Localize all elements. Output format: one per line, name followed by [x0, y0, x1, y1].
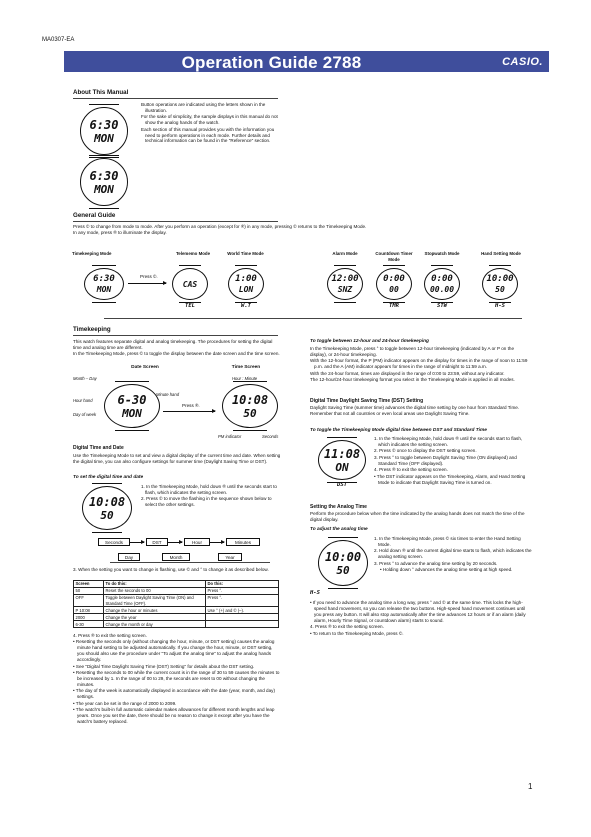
- table-header-screen: Screen: [74, 581, 104, 588]
- analog-watch: 10:00 50: [318, 540, 368, 586]
- table-cell: Press °.: [206, 594, 279, 606]
- digital-heading: Digital Time and Date: [73, 445, 124, 451]
- hour-hand-label: Hour hand: [73, 398, 93, 403]
- analog-step-note: • Holding down ° advances the analog time setting at high speed.: [380, 567, 513, 573]
- mode-watch-handsetting: 10:00 50: [482, 268, 518, 300]
- after-note-6: • The watch's built-in full automatic calendar makes allowances for different month lengths and leap years. Once you set the date, there should be no reason to change it except after you have the watch's battery replaced.: [73, 707, 275, 724]
- seq-dst: DST: [146, 538, 168, 546]
- table-cell: [206, 614, 279, 621]
- seconds-label: Seconds: [262, 434, 279, 439]
- mode-label-alarm: Alarm Mode: [332, 251, 358, 256]
- timekeeping-intro: [73, 339, 281, 358]
- analog-step-2: 2. Hold down ® until the current digital time starts to flash, which indicates the analog setting screen.: [374, 548, 532, 560]
- toggle12-bullet-1: With the 12-hour format, the P (PM) indicator appears on the display for times in the range of noon to 11:59 p.m. and the A (AM) indicator appears for times in the range of midnight to 11:59 a.m.: [310, 358, 528, 370]
- analog-text: Perform the procedure below when the time indicated by the analog hands does not match the time of the digital display.: [310, 511, 525, 522]
- mode-under-handsetting: H-S: [495, 303, 505, 309]
- about-bullet-1: Button operations are indicated using the letters shown in the illustration.: [141, 102, 266, 113]
- brand-logo: CASIO.: [502, 56, 543, 68]
- after-note-4: • The day of the week is automatically displayed in accordance with the date (year, month, and day) settings.: [73, 688, 275, 700]
- dst-heading: Digital Time Daylight Saving Time (DST) Setting: [310, 398, 424, 404]
- dst-step-1: 1. In the Timekeeping Mode, hold down ® until the seconds start to flash, which indicates the setting screen.: [374, 436, 523, 447]
- about-watch-2: 6:30 MON: [80, 158, 128, 206]
- table-cell: Toggle between Daylight Saving Time (ON) and Standard Time (OFF).: [104, 594, 206, 606]
- table-cell: 6-30: [74, 621, 104, 628]
- date-screen-label: Date Screen: [131, 365, 159, 370]
- set-digital-steps: [141, 484, 281, 509]
- dst-step-2: 2. Press © once to display the DST setting screen.: [374, 448, 477, 454]
- analog-step-1: 1. In the Timekeeping Mode, press © six times to enter the Hand Setting Mode.: [374, 536, 521, 547]
- analog-adjust-heading: To adjust the analog time: [310, 527, 368, 532]
- timekeeping-intro-bullet: In the Timekeeping Mode, press © to toggle the display between the date screen and the time screen.: [73, 351, 280, 357]
- table-row: [74, 587, 279, 594]
- table-row: [74, 621, 279, 628]
- after-note-5: • The year can be set in the range of 2000 to 2099.: [73, 700, 177, 706]
- table-header-todo: To do this:: [104, 581, 206, 588]
- time-screen-label: Time Screen: [231, 365, 261, 370]
- analog-step-3: 3. Press ° to advance the analog time setting by 20 seconds.: [374, 560, 498, 566]
- general-bullet-2: In any mode, press ® to illuminate the display.: [73, 230, 167, 236]
- seq-arrow-1: [130, 542, 144, 543]
- analog-heading: Setting the Analog Time: [310, 504, 367, 510]
- table-cell: 2000: [74, 614, 104, 621]
- analog-after: [310, 600, 532, 637]
- mode-label-stopwatch: Stopwatch Mode: [424, 251, 460, 256]
- after-note-2: • See "Digital Time Daylight Saving Time (DST) Setting" for details about the DST setting.: [73, 663, 255, 669]
- table-row: [74, 607, 279, 614]
- mode-label-handsetting: Hand Setting Mode: [481, 251, 521, 256]
- title-bar: [64, 51, 549, 72]
- analog-after-2: 4. Press ® to exit the setting screen.: [310, 624, 384, 630]
- table-cell: Change the hour or minutes: [104, 607, 206, 614]
- set-digital-watch: 10:08 50: [82, 486, 132, 530]
- dst-text: Daylight Saving Time (summer time) advances the digital time setting by one hour from Standard Time. Remember that not all countries or even local areas use Daylight Saving Time.: [310, 405, 520, 416]
- seq-hour: Hour: [184, 538, 210, 546]
- mode-watch-telememo: CAS: [172, 268, 208, 300]
- table-cell: [206, 621, 279, 628]
- analog-steps: [374, 536, 532, 574]
- general-heading: General Guide: [73, 212, 116, 219]
- table-cell: OFF: [74, 594, 104, 606]
- mode-watch-worldtime: 1:00 LON: [228, 268, 264, 300]
- dst-step-4: 4. Press ® to exit the setting screen.: [374, 467, 448, 473]
- press-a-label: Press ®.: [182, 403, 200, 408]
- table-cell: Press °.: [206, 587, 279, 594]
- mode-under-countdown: TMR: [389, 303, 399, 309]
- document-id: MA0307-EA: [42, 37, 75, 43]
- general-bullets: [73, 224, 373, 237]
- table-row: [74, 614, 279, 621]
- dst-watch-indicator: DST: [337, 482, 347, 488]
- mode-label-telememo: Telememo Mode: [175, 251, 211, 256]
- general-bullet-1: Press © to change from mode to mode. After you perform an operation (except for ®) in any mode, pressing © returns to the Timekeeping Mode.: [73, 224, 367, 229]
- mode-watch-stopwatch: 0:00 00.00: [424, 268, 460, 300]
- seq-arrow-3: [210, 542, 224, 543]
- table-cell: Change the year: [104, 614, 206, 621]
- mode-label-countdown: Countdown Timer Mode: [375, 251, 413, 262]
- dst-step-3: 3. Press ° to toggle between Daylight Saving Time (ON displayed) and Standard Time (OFF displayed).: [374, 454, 517, 466]
- page-title: Operation Guide 2788: [181, 53, 362, 72]
- day-of-week-label: Day of week: [73, 412, 97, 417]
- set-digital-after: [73, 633, 281, 725]
- mode-watch-countdown: 0:00 00: [376, 268, 412, 300]
- mode-watch-timekeeping: 6:30 MON: [84, 268, 124, 300]
- toggle12-bullet-2: With the 24-hour format, times are displayed in the range of 0:00 to 23:59, without any indicator.: [310, 370, 505, 376]
- table-cell: 50: [74, 587, 104, 594]
- seq-year: Year: [218, 553, 242, 561]
- seq-seconds: Seconds: [98, 538, 130, 546]
- mode-press-label: Press ©.: [140, 274, 158, 279]
- set-digital-heading: To set the digital time and date: [73, 475, 144, 480]
- dst-toggle-heading: To toggle the Timekeeping Mode digital time between DST and Standard Time: [310, 428, 487, 433]
- seq-return-line: [110, 562, 270, 563]
- seq-minutes: Minutes: [226, 538, 260, 546]
- dst-steps: [374, 436, 532, 486]
- minute-hand-label: Minute hand: [156, 392, 180, 397]
- timekeeping-intro-text: This watch features separate digital and analog timekeeping. The procedures for setting the digital time and analog time are different.: [73, 339, 273, 350]
- toggle12-text: In the Timekeeping Mode, press ° to toggle between 12-hour timekeeping (indicated by A or P on the display), or 24-hour timekeeping.: [310, 346, 515, 357]
- mode-label-timekeeping: Timekeeping Mode: [72, 251, 112, 256]
- about-bullet-2: For the sake of simplicity, the sample displays in this manual do not show the analog hands of the watch.: [141, 114, 278, 126]
- mode-label-worldtime: World Time Mode: [227, 251, 264, 256]
- set-digital-step-2: 2. Press © to move the flashing in the sequence shown below to select the other settings.: [141, 496, 272, 508]
- timekeeping-rule: [73, 335, 278, 336]
- table-header-dothis: Do this:: [206, 581, 279, 588]
- table-cell: Use ° (+) and © (–).: [206, 607, 279, 614]
- toggle12-heading: To toggle between 12-hour and 24-hour timekeeping: [310, 339, 429, 344]
- set-digital-step-3: 3. When the setting you want to change is flashing, use © and ° to change it as described below.: [73, 567, 269, 572]
- about-heading: About This Manual: [73, 89, 129, 96]
- time-screen-watch: 10:08 50: [222, 384, 278, 428]
- date-time-arrow: [163, 411, 215, 412]
- dst-watch: 11:08 ON: [318, 440, 366, 480]
- seq-day: Day: [118, 553, 140, 561]
- date-screen-watch: 6-30 MON: [104, 384, 160, 428]
- pm-indicator-label: PM indicator: [218, 434, 242, 439]
- about-bullet-3: Each section of this manual provides you with the information you need to perform operations in each mode. Further details and technical information can be found in the "Reference" section.: [141, 126, 275, 144]
- mode-watch-alarm: 12:00 SNZ: [327, 268, 363, 300]
- settings-table: [73, 580, 279, 628]
- after-note-1: • Resetting the seconds only (without changing the hour, minute, or DST setting) causes the analog minute hand setting to be adjusted automatically. If you change the hour, minute, or DST setting, you should also use the procedure under "To adjust the analog time" to adjust the analog hands accordingly.: [73, 639, 275, 663]
- mode-return-line: [104, 318, 522, 319]
- analog-after-1: • If you need to advance the analog time a long way, press ° and © at the same time. This locks the high-speed hand movement, so you can release the two buttons. High-speed hand movement continues until you press any button. It will also stop automatically after the time advances 12 hours or if an alarm (daily alarm, Hourly Time Signal, or countdown alarm) starts to sound.: [310, 600, 526, 623]
- month-day-label: Month – Day: [73, 376, 97, 381]
- toggle12-body: [310, 346, 532, 384]
- after-note-3: • Resetting the seconds to 00 while the current count is in the range of 30 to 59 causes the minutes to be increased by 1. In the range of 00 to 29, the seconds are reset to 00 without changing the minutes.: [73, 670, 280, 687]
- table-cell: P 10:08: [74, 607, 104, 614]
- timekeeping-heading: Timekeeping: [73, 326, 111, 333]
- mode-under-telememo: TEL: [185, 303, 195, 309]
- toggle12-bullet-3: The 12-hour/24-hour timekeeping format you select in the Timekeeping Mode is applied in all modes.: [310, 377, 515, 383]
- analog-watch-mode: H-S: [310, 590, 320, 596]
- mode-arrow: [128, 283, 166, 284]
- about-rule: [73, 98, 278, 99]
- dst-note: • The DST indicator appears on the Timekeeping, Alarm, and Hand Setting Mode to indicate that Daylight Saving Time is turned on.: [374, 473, 526, 485]
- after-step-4: 4. Press ® to exit the setting screen.: [73, 633, 147, 638]
- about-watch-1: 6:30 MON: [80, 107, 128, 155]
- general-rule: [73, 221, 278, 222]
- set-digital-step-1: 1. In the Timekeeping Mode, hold down ® until the seconds start to flash, which indicates the setting screen.: [141, 484, 277, 495]
- digital-text: Use the Timekeeping Mode to set and view a digital display of the current time and date. When setting the digital time, you can also configure settings for summer time (Daylight Saving Time or DST).: [73, 453, 281, 464]
- page-number: 1: [528, 782, 533, 791]
- table-cell: Change the month or day: [104, 621, 206, 628]
- seq-arrow-2: [168, 542, 182, 543]
- table-row: [74, 594, 279, 606]
- about-bullets: [141, 102, 279, 145]
- mode-under-worldtime: W.T: [241, 303, 251, 309]
- seq-month: Month: [162, 553, 190, 561]
- table-cell: Reset the seconds to 00: [104, 587, 206, 594]
- hour-minute-label: Hour : Minute: [232, 376, 258, 381]
- mode-under-stopwatch: STW: [437, 303, 447, 309]
- analog-after-3: • To return to the Timekeeping Mode, press ©.: [310, 630, 404, 636]
